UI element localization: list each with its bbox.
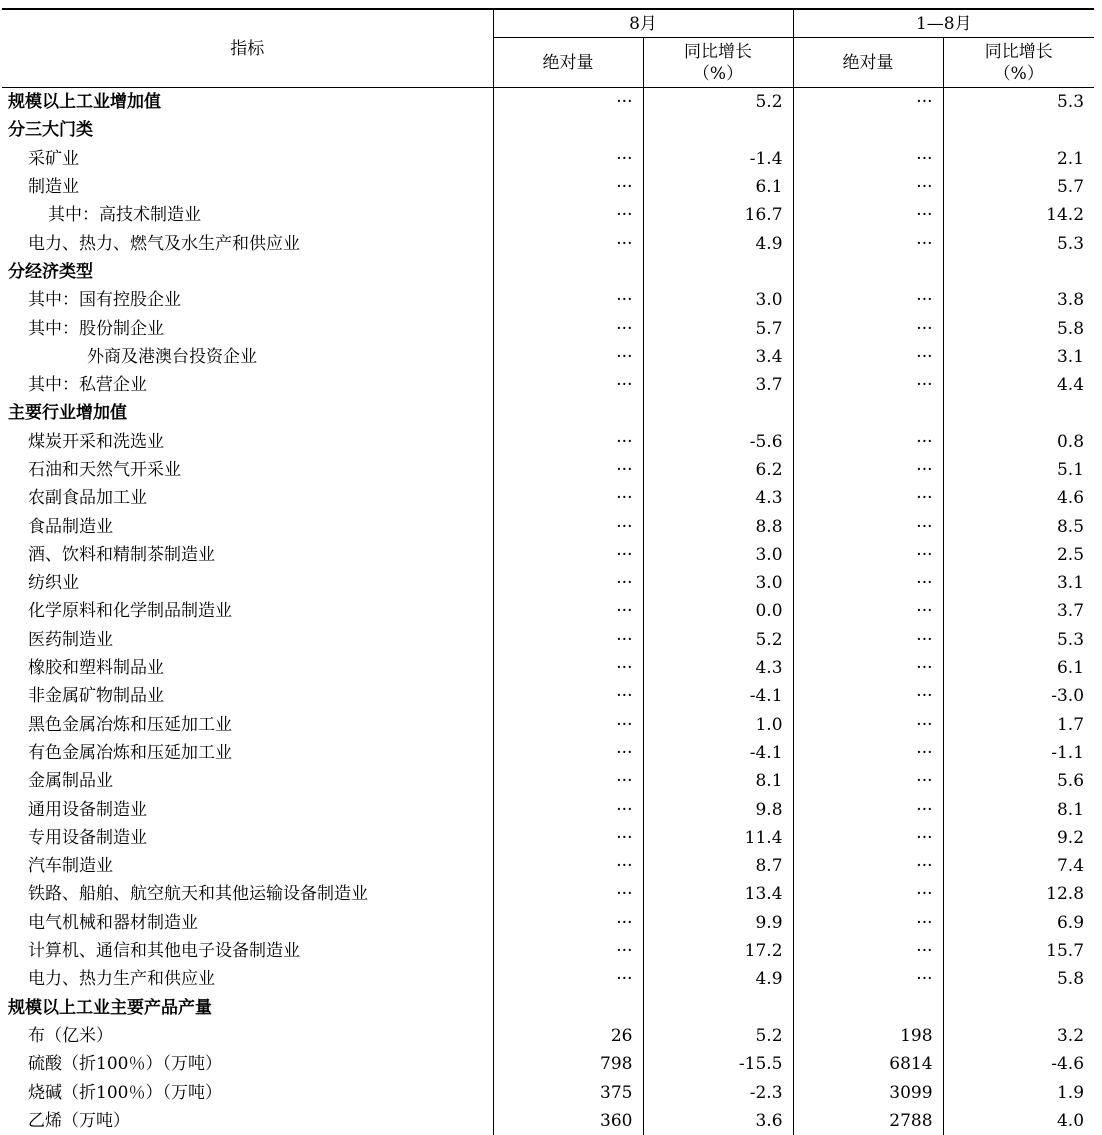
- row-label: 农副食品加工业: [28, 488, 147, 509]
- month-absolute-cell: ···: [493, 880, 643, 908]
- row-label: 烧碱（折100％）（万吨）: [28, 1082, 222, 1103]
- section-row: [2, 258, 1094, 286]
- cumulative-growth-cell: 3.1: [943, 569, 1094, 597]
- row-label: 纺织业: [28, 573, 79, 594]
- month-growth-label: 同比增长: [684, 41, 752, 62]
- month-absolute-cell: ···: [493, 597, 643, 625]
- cumulative-growth-cell: 5.7: [943, 173, 1094, 201]
- cumulative-growth-cell: 5.3: [943, 229, 1094, 257]
- table-row: [2, 1078, 1094, 1106]
- cumulative-growth-cell: 3.2: [943, 1022, 1094, 1050]
- row-label: 食品制造业: [28, 516, 113, 537]
- row-label: 其中：私营企业: [28, 375, 147, 396]
- month-absolute-cell: ···: [493, 145, 643, 173]
- row-label: 汽车制造业: [28, 856, 113, 877]
- month-growth-cell: 5.2: [643, 626, 793, 654]
- cumulative-absolute-cell: ···: [793, 852, 943, 880]
- cumulative-growth-cell: 5.3: [943, 88, 1094, 117]
- cumulative-growth-cell: [943, 116, 1094, 144]
- table-row: [2, 682, 1094, 710]
- month-growth-cell: 4.9: [643, 229, 793, 257]
- month-growth-cell: [643, 994, 793, 1022]
- cumulative-growth-cell: 2.1: [943, 145, 1094, 173]
- month-growth-cell: 8.1: [643, 767, 793, 795]
- cumulative-growth-cell: 3.7: [943, 597, 1094, 625]
- month-growth-cell: 9.8: [643, 795, 793, 823]
- month-absolute-cell: [493, 258, 643, 286]
- month-growth-cell: 4.3: [643, 654, 793, 682]
- month-growth-header: [643, 38, 793, 88]
- month-growth-cell: -15.5: [643, 1050, 793, 1078]
- month-growth-cell: 3.4: [643, 343, 793, 371]
- table-row: [2, 173, 1094, 201]
- industrial-output-table: [2, 8, 1094, 1135]
- cumulative-growth-cell: 4.4: [943, 371, 1094, 399]
- month-absolute-cell: ···: [493, 541, 643, 569]
- cumulative-absolute-cell: ···: [793, 145, 943, 173]
- month-growth-unit: （%）: [692, 63, 744, 84]
- cumulative-growth-cell: 15.7: [943, 937, 1094, 965]
- row-label: 煤炭开采和洗选业: [28, 431, 164, 452]
- month-growth-cell: 11.4: [643, 824, 793, 852]
- row-label: 外商及港澳台投资企业: [87, 346, 257, 367]
- month-growth-cell: 3.0: [643, 541, 793, 569]
- table-row: [2, 201, 1094, 229]
- month-growth-cell: -5.6: [643, 428, 793, 456]
- month-absolute-cell: [493, 994, 643, 1022]
- table-row: [2, 1050, 1094, 1078]
- cumulative-growth-cell: 6.9: [943, 909, 1094, 937]
- cumulative-absolute-cell: ···: [793, 512, 943, 540]
- cumulative-growth-cell: -1.1: [943, 739, 1094, 767]
- row-label: 电气机械和器材制造业: [28, 912, 198, 933]
- cumulative-growth-cell: 8.5: [943, 512, 1094, 540]
- row-label: 通用设备制造业: [28, 799, 147, 820]
- row-label: 酒、饮料和精制茶制造业: [28, 544, 215, 565]
- month-absolute-cell: [493, 116, 643, 144]
- row-label: 石油和天然气开采业: [28, 460, 181, 480]
- cumulative-growth-cell: 4.0: [943, 1107, 1094, 1135]
- month-absolute-cell: 26: [493, 1022, 643, 1050]
- table-row: [2, 937, 1094, 965]
- section-row: [2, 399, 1094, 427]
- table-row: [2, 541, 1094, 569]
- cumulative-absolute-cell: ···: [793, 541, 943, 569]
- table-row: [2, 371, 1094, 399]
- table-row: [2, 428, 1094, 456]
- month-growth-cell: 3.0: [643, 286, 793, 314]
- month-growth-cell: [643, 116, 793, 144]
- table-row: [2, 229, 1094, 257]
- row-label: 分三大门类: [8, 120, 93, 141]
- cumulative-absolute-cell: ···: [793, 739, 943, 767]
- month-absolute-cell: ···: [493, 795, 643, 823]
- cumulative-absolute-header: 绝对量: [793, 38, 943, 88]
- cumulative-absolute-cell: ···: [793, 229, 943, 257]
- table-row: [2, 909, 1094, 937]
- row-label: 采矿业: [28, 148, 79, 169]
- row-label: 分经济类型: [8, 261, 93, 282]
- month-absolute-cell: 375: [493, 1078, 643, 1106]
- month-absolute-cell: ···: [493, 739, 643, 767]
- month-absolute-cell: ···: [493, 824, 643, 852]
- cumulative-absolute-cell: ···: [793, 456, 943, 484]
- cumulative-absolute-cell: ···: [793, 795, 943, 823]
- row-label: 医药制造业: [28, 629, 113, 650]
- month-growth-cell: 16.7: [643, 201, 793, 229]
- month-absolute-cell: ···: [493, 937, 643, 965]
- row-label: 布（亿米）: [28, 1025, 113, 1046]
- cumulative-growth-cell: 3.8: [943, 286, 1094, 314]
- cumulative-absolute-cell: ···: [793, 880, 943, 908]
- table-row: [2, 145, 1094, 173]
- month-growth-cell: 4.9: [643, 965, 793, 993]
- table-body: [2, 88, 1094, 1135]
- month-absolute-cell: ···: [493, 512, 643, 540]
- row-label: 电力、热力生产和供应业: [28, 969, 215, 990]
- cumulative-growth-cell: 9.2: [943, 824, 1094, 852]
- table-row: [2, 343, 1094, 371]
- cumulative-growth-cell: 1.9: [943, 1078, 1094, 1106]
- table-row: [2, 711, 1094, 739]
- cumulative-absolute-cell: 2788: [793, 1107, 943, 1135]
- row-label: 其中：高技术制造业: [48, 205, 201, 226]
- month-absolute-cell: 360: [493, 1107, 643, 1135]
- month-absolute-cell: ···: [493, 314, 643, 342]
- cumulative-growth-unit: （%）: [993, 63, 1044, 84]
- month-absolute-cell: ···: [493, 88, 643, 117]
- cumulative-absolute-cell: [793, 399, 943, 427]
- table-row: [2, 739, 1094, 767]
- month-growth-cell: -4.1: [643, 739, 793, 767]
- cumulative-growth-cell: 5.8: [943, 965, 1094, 993]
- month-growth-cell: -2.3: [643, 1078, 793, 1106]
- row-label: 有色金属冶炼和压延加工业: [28, 742, 232, 763]
- row-label: 专用设备制造业: [28, 827, 147, 848]
- cumulative-growth-cell: [943, 258, 1094, 286]
- month-growth-cell: -4.1: [643, 682, 793, 710]
- cumulative-absolute-cell: ···: [793, 286, 943, 314]
- cumulative-absolute-cell: ···: [793, 343, 943, 371]
- month-growth-cell: 13.4: [643, 880, 793, 908]
- month-growth-cell: [643, 258, 793, 286]
- row-label: 其中：国有控股企业: [28, 290, 181, 311]
- cumulative-absolute-cell: ···: [793, 711, 943, 739]
- month-absolute-cell: ···: [493, 484, 643, 512]
- table-row: [2, 597, 1094, 625]
- month-growth-cell: 5.2: [643, 88, 793, 117]
- month-growth-cell: 1.0: [643, 711, 793, 739]
- cumulative-absolute-cell: ···: [793, 201, 943, 229]
- cumulative-growth-cell: 0.8: [943, 428, 1094, 456]
- cumulative-absolute-cell: ···: [793, 626, 943, 654]
- cumulative-growth-cell: 2.5: [943, 541, 1094, 569]
- row-label: 硫酸（折100％）（万吨）: [28, 1054, 222, 1075]
- cumulative-absolute-cell: ···: [793, 965, 943, 993]
- month-absolute-cell: 798: [493, 1050, 643, 1078]
- month-absolute-cell: ···: [493, 965, 643, 993]
- month-growth-cell: 5.2: [643, 1022, 793, 1050]
- month-absolute-cell: ···: [493, 343, 643, 371]
- month-growth-cell: 17.2: [643, 937, 793, 965]
- cumulative-growth-cell: 5.8: [943, 314, 1094, 342]
- table-row: [2, 314, 1094, 342]
- cumulative-growth-cell: -3.0: [943, 682, 1094, 710]
- cumulative-growth-cell: 5.6: [943, 767, 1094, 795]
- row-label: 黑色金属冶炼和压延加工业: [28, 714, 232, 735]
- cumulative-absolute-cell: ···: [793, 484, 943, 512]
- month-growth-cell: 3.0: [643, 569, 793, 597]
- month-growth-cell: 6.2: [643, 456, 793, 484]
- cumulative-growth-cell: -4.6: [943, 1050, 1094, 1078]
- month-absolute-cell: ···: [493, 852, 643, 880]
- cumulative-absolute-cell: ···: [793, 569, 943, 597]
- group-header-month: 8月: [493, 9, 793, 38]
- section-row: [2, 116, 1094, 144]
- month-growth-cell: 4.3: [643, 484, 793, 512]
- cumulative-growth-cell: 5.3: [943, 626, 1094, 654]
- month-absolute-cell: ···: [493, 909, 643, 937]
- cumulative-absolute-cell: 198: [793, 1022, 943, 1050]
- month-growth-cell: 5.7: [643, 314, 793, 342]
- cumulative-growth-cell: 7.4: [943, 852, 1094, 880]
- table-row: [2, 1022, 1094, 1050]
- month-absolute-header: 绝对量: [493, 38, 643, 88]
- row-label: 计算机、通信和其他电子设备制造业: [28, 941, 300, 962]
- month-growth-cell: -1.4: [643, 145, 793, 173]
- cumulative-growth-cell: 5.1: [943, 456, 1094, 484]
- month-growth-cell: 8.7: [643, 852, 793, 880]
- month-absolute-cell: [493, 399, 643, 427]
- table-row: [2, 1107, 1094, 1135]
- cumulative-absolute-cell: ···: [793, 371, 943, 399]
- cumulative-absolute-cell: ···: [793, 314, 943, 342]
- cumulative-growth-cell: [943, 994, 1094, 1022]
- month-growth-cell: 8.8: [643, 512, 793, 540]
- month-absolute-cell: ···: [493, 286, 643, 314]
- month-absolute-cell: ···: [493, 654, 643, 682]
- row-label: 非金属矿物制品业: [28, 686, 164, 707]
- cumulative-absolute-cell: ···: [793, 597, 943, 625]
- cumulative-growth-cell: 12.8: [943, 880, 1094, 908]
- row-label: 橡胶和塑料制品业: [28, 658, 164, 679]
- cumulative-absolute-cell: [793, 258, 943, 286]
- month-growth-cell: [643, 399, 793, 427]
- table-row: [2, 484, 1094, 512]
- cumulative-absolute-cell: ···: [793, 428, 943, 456]
- row-label: 金属制品业: [28, 771, 113, 792]
- section-row: [2, 994, 1094, 1022]
- cumulative-growth-cell: 14.2: [943, 201, 1094, 229]
- row-label: 化学原料和化学制品制造业: [28, 601, 232, 622]
- cumulative-growth-cell: 8.1: [943, 795, 1094, 823]
- cumulative-absolute-cell: ···: [793, 824, 943, 852]
- section-row: [2, 88, 1094, 117]
- month-absolute-cell: ···: [493, 711, 643, 739]
- month-absolute-cell: ···: [493, 428, 643, 456]
- cumulative-absolute-cell: 6814: [793, 1050, 943, 1078]
- row-label: 铁路、船舶、航空航天和其他运输设备制造业: [28, 884, 368, 905]
- cumulative-absolute-cell: ···: [793, 173, 943, 201]
- table-row: [2, 569, 1094, 597]
- month-absolute-cell: ···: [493, 682, 643, 710]
- cumulative-absolute-cell: [793, 994, 943, 1022]
- row-label: 规模以上工业主要产品产量: [8, 997, 212, 1018]
- month-absolute-cell: ···: [493, 569, 643, 597]
- month-growth-cell: 6.1: [643, 173, 793, 201]
- cumulative-absolute-cell: ···: [793, 909, 943, 937]
- table-row: [2, 512, 1094, 540]
- cumulative-growth-cell: 1.7: [943, 711, 1094, 739]
- cumulative-growth-cell: 3.1: [943, 343, 1094, 371]
- table-row: [2, 852, 1094, 880]
- table-row: [2, 824, 1094, 852]
- table-row: [2, 654, 1094, 682]
- month-growth-cell: 3.7: [643, 371, 793, 399]
- month-growth-cell: 9.9: [643, 909, 793, 937]
- group-header-cumulative: 1—8月: [793, 9, 1094, 38]
- table-row: [2, 286, 1094, 314]
- cumulative-absolute-cell: ···: [793, 654, 943, 682]
- row-label: 规模以上工业增加值: [8, 92, 161, 113]
- month-absolute-cell: ···: [493, 371, 643, 399]
- index-column-header: 指标: [2, 9, 493, 88]
- cumulative-growth-cell: [943, 399, 1094, 427]
- table-row: [2, 626, 1094, 654]
- month-absolute-cell: ···: [493, 626, 643, 654]
- month-absolute-cell: ···: [493, 456, 643, 484]
- row-label: 主要行业增加值: [8, 403, 127, 424]
- table-row: [2, 767, 1094, 795]
- month-absolute-cell: ···: [493, 173, 643, 201]
- table-row: [2, 795, 1094, 823]
- row-label: 电力、热力、燃气及水生产和供应业: [28, 233, 300, 254]
- table-row: [2, 456, 1094, 484]
- cumulative-absolute-cell: ···: [793, 937, 943, 965]
- month-growth-cell: 0.0: [643, 597, 793, 625]
- cumulative-growth-cell: 6.1: [943, 654, 1094, 682]
- cumulative-growth-header: [943, 38, 1094, 88]
- table-row: [2, 880, 1094, 908]
- month-absolute-cell: ···: [493, 201, 643, 229]
- cumulative-absolute-cell: ···: [793, 682, 943, 710]
- cumulative-growth-cell: 4.6: [943, 484, 1094, 512]
- cumulative-absolute-cell: 3099: [793, 1078, 943, 1106]
- cumulative-absolute-cell: [793, 116, 943, 144]
- table-header: [2, 9, 1094, 88]
- month-absolute-cell: ···: [493, 767, 643, 795]
- month-absolute-cell: ···: [493, 229, 643, 257]
- table-row: [2, 965, 1094, 993]
- row-label: 其中：股份制企业: [28, 318, 164, 339]
- cumulative-absolute-cell: ···: [793, 88, 943, 117]
- cumulative-absolute-cell: ···: [793, 767, 943, 795]
- month-growth-cell: 3.6: [643, 1107, 793, 1135]
- cumulative-growth-label: 同比增长: [984, 41, 1053, 62]
- row-label: 乙烯（万吨）: [28, 1110, 130, 1131]
- row-label: 制造业: [28, 177, 79, 198]
